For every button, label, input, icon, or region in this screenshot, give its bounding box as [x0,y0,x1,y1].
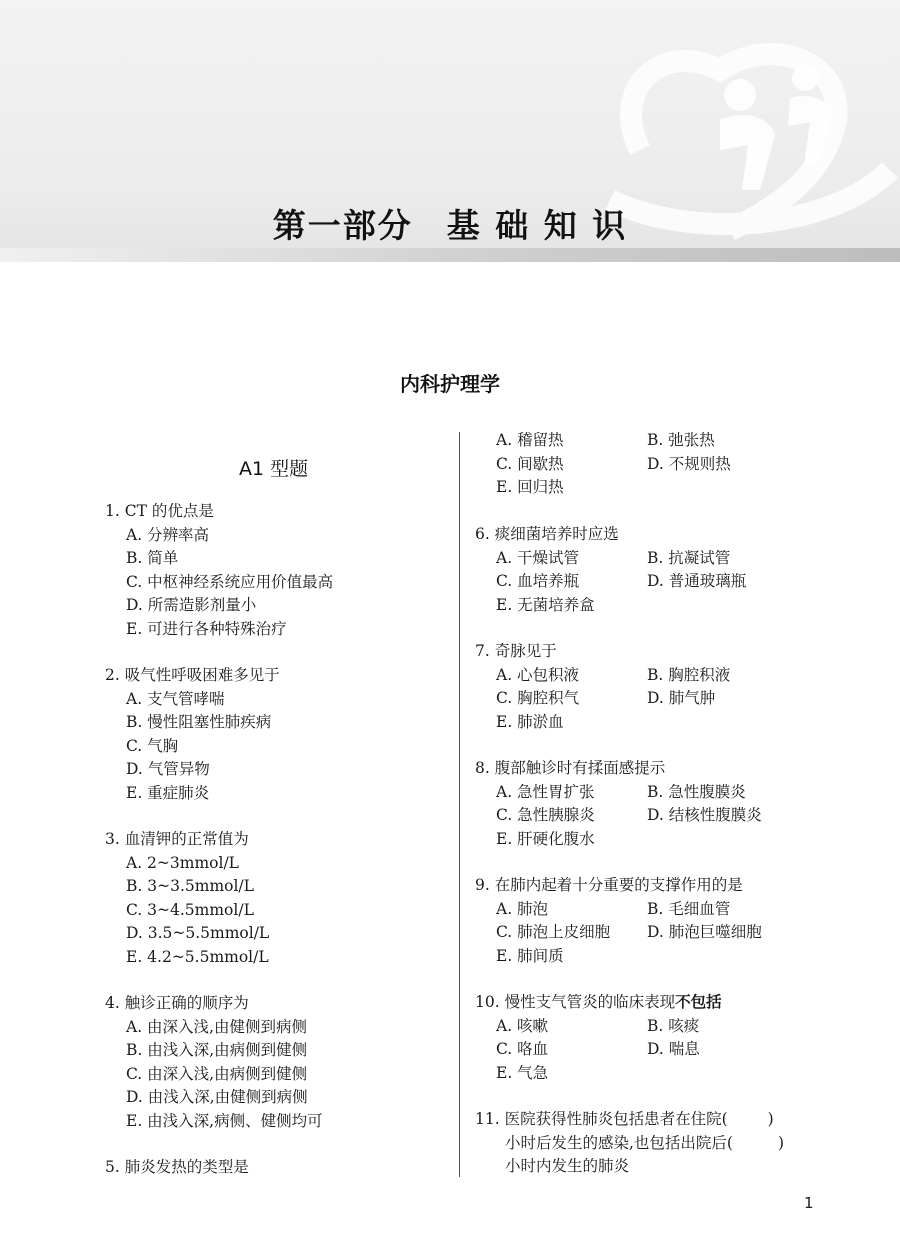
option-e: E. 肝硬化腹水 [496,829,595,848]
option-a: A. 分辨率高 [126,525,210,544]
question-11 [475,1108,820,1179]
question-5 [105,1156,249,1180]
question-1 [105,500,333,641]
question-7 [475,640,807,734]
question-10 [475,991,807,1085]
question-5-options [475,429,807,500]
option-c: C. 血培养瓶 [496,572,580,590]
question-stem: 9. 在肺内起着十分重要的支撑作用的是 [475,876,743,894]
option-d: D. 气管异物 [126,760,210,778]
option-c: C. 中枢神经系统应用价值最高 [126,572,334,591]
option-e: E. 回归热 [496,478,564,496]
option-e: E. 可进行各种特殊治疗 [126,619,287,638]
question-stem: 3. 血清钾的正常值为 [105,830,249,848]
option-d: D. 所需造影剂量小 [126,596,257,614]
option-b: B. 由浅入深,由病侧到健侧 [126,1041,308,1059]
question-stem-line-3: 小时内发生的肺炎 [505,1157,630,1175]
question-4 [105,992,323,1133]
question-9 [475,874,807,968]
option-e: E. 重症肺炎 [126,783,210,802]
option-d: D. 不规则热 [647,454,731,473]
option-c: C. 急性胰腺炎 [496,806,595,824]
banner-bottom-bar [0,248,900,262]
option-e: E. 肺淤血 [496,712,564,731]
part-title: 第一部分 基 础 知 识 [272,206,628,245]
option-c: C. 间歇热 [496,454,564,473]
question-8 [475,757,807,851]
option-b: B. 简单 [126,549,179,567]
question-stem: 10. 慢性支气管炎的临床表现不包括 [475,993,722,1011]
option-a: A. 急性胃扩张 [496,782,595,801]
option-a: A. 干燥试管 [496,548,580,567]
option-b: B. 急性腹膜炎 [647,782,746,801]
option-e: E. 肺间质 [496,946,564,965]
option-b: B. 3~3.5mmol/L [126,877,254,895]
option-a: A. 支气管哮喘 [126,689,225,708]
question-stem: 5. 肺炎发热的类型是 [105,1158,249,1176]
option-d: D. 喘息 [647,1040,700,1058]
question-6 [475,523,807,617]
question-stem: 1. CT 的优点是 [105,502,214,520]
question-type-heading: A1 型题 [239,458,309,480]
option-b: B. 咳痰 [647,1016,700,1035]
option-a: A. 2~3mmol/L [126,853,239,872]
question-stem: 8. 腹部触诊时有揉面感提示 [475,759,666,777]
option-d: D. 由浅入深,由健侧到病侧 [126,1088,308,1106]
option-c: C. 气胸 [126,736,179,755]
question-stem: 6. 痰细菌培养时应选 [475,525,619,543]
question-stem: 4. 触诊正确的顺序为 [105,994,249,1012]
option-b: B. 抗凝试管 [647,548,731,567]
question-stem: 7. 奇脉见于 [475,642,557,660]
option-e: E. 气急 [496,1063,549,1082]
option-d: D. 普通玻璃瓶 [647,572,747,590]
option-b: B. 胸腔积液 [647,665,731,684]
page-number: 1 [804,1194,814,1212]
option-c: C. 咯血 [496,1040,549,1058]
option-a: A. 稽留热 [496,431,564,449]
option-c: C. 由深入浅,由病侧到健侧 [126,1064,308,1083]
section-title: 内科护理学 [400,372,500,396]
option-d: D. 肺气肿 [647,689,716,707]
option-e: E. 由浅入深,病侧、健侧均可 [126,1111,323,1130]
option-e: E. 无菌培养盒 [496,595,595,614]
question-stem: 2. 吸气性呼吸困难多见于 [105,666,280,684]
option-c: C. 3~4.5mmol/L [126,900,254,919]
option-a: A. 肺泡 [496,899,549,918]
option-d: D. 结核性腹膜炎 [647,806,762,824]
emphasis-exclude: 不包括 [675,993,722,1011]
option-b: B. 弛张热 [647,431,715,449]
option-a: A. 由深入浅,由健侧到病侧 [126,1017,307,1036]
column-divider [459,432,460,1177]
option-b: B. 毛细血管 [647,899,731,918]
option-e: E. 4.2~5.5mmol/L [126,947,269,966]
question-stem-line-2: 小时后发生的感染,也包括出院后( ) [505,1133,785,1152]
question-3 [105,828,269,969]
option-c: C. 胸腔积气 [496,689,580,707]
option-d: D. 3.5~5.5mmol/L [126,924,270,942]
option-a: A. 咳嗽 [496,1016,549,1035]
question-stem-line-1: 11. 医院获得性肺炎包括患者在住院( ) [475,1110,774,1128]
option-b: B. 慢性阻塞性肺疾病 [126,713,272,731]
option-c: C. 肺泡上皮细胞 [496,923,611,941]
option-d: D. 肺泡巨噬细胞 [647,923,762,941]
option-a: A. 心包积液 [496,665,580,684]
question-2 [105,664,280,805]
